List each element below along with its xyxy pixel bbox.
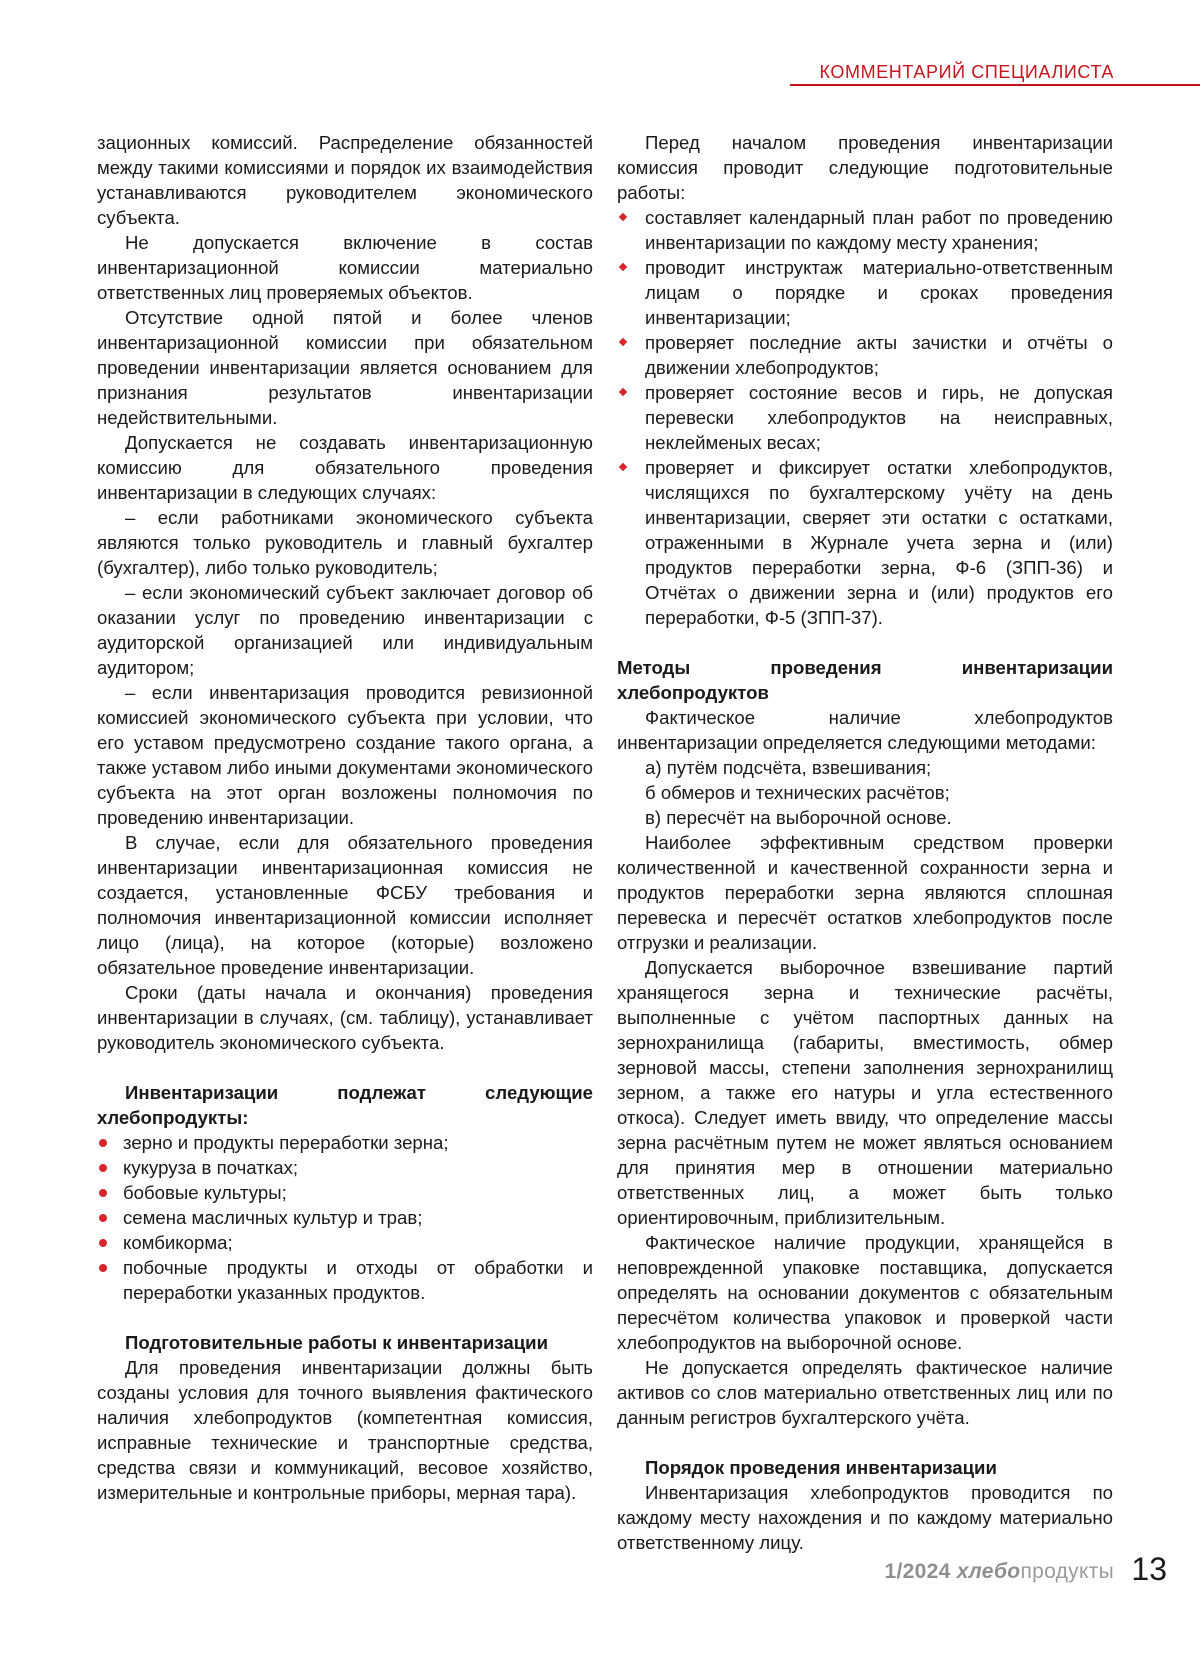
- issue-number: 1/2024: [884, 1560, 951, 1583]
- paragraph: Сроки (даты начала и окончания) проведения инвентаризации в случаях, (см. таблицу), устанавливает руководитель экономического субъекта.: [97, 982, 593, 1053]
- list-item: зерно и продукты переработки зерна;: [97, 1130, 593, 1155]
- paragraph: Фактическое наличие хлебопродуктов инвентаризации определяется следующими методами:: [617, 707, 1113, 753]
- section-heading: Инвентаризации подлежат следующие хлебопродукты:: [97, 1082, 593, 1128]
- list-item: бобовые культуры;: [97, 1180, 593, 1205]
- paragraph: – если инвентаризация проводится ревизионной комиссией экономического субъекта при условии, что его уставом предусмотрено создание такого органа, а также уставом либо иными документами экономического субъекта на этот орган возложены полномочия по проведению инвентаризации.: [97, 682, 593, 828]
- paragraph: Фактическое наличие продукции, хранящейся в неповрежденной упаковке поставщика, допускается определять на основании документов с обязательным пересчётом количества упаковок и проверкой части хлебопродуктов на выборочной основе.: [617, 1232, 1113, 1353]
- method-item: б обмеров и технических расчётов;: [645, 782, 950, 803]
- paragraph: Отсутствие одной пятой и более членов инвентаризационной комиссии при обязательном проведении инвентаризации является основанием для признания результатов инвентаризации недействительными.: [97, 307, 593, 428]
- paragraph: Инвентаризация хлебопродуктов проводится по каждому месту нахождения и по каждому материально ответственному лицу.: [617, 1482, 1113, 1553]
- right-column: [617, 130, 1113, 1555]
- list-item: кукуруза в початках;: [97, 1155, 593, 1180]
- section-heading: Порядок проведения инвентаризации: [645, 1457, 997, 1478]
- paragraph: В случае, если для обязательного проведения инвентаризации инвентаризационная комиссия не создается, установленные ФСБУ требования и полномочия инвентаризационной комиссии исполняет лицо (лица), на которое (которые) возложено обязательное проведение инвентаризации.: [97, 832, 593, 978]
- magazine-name-light: продукты: [1020, 1560, 1114, 1583]
- paragraph: – если работниками экономического субъекта являются только руководитель и главный бухгалтер (бухгалтер), либо только руководитель;: [97, 507, 593, 578]
- paragraph: зационных комиссий. Распределение обязанностей между такими комиссиями и порядок их взаимодействия устанавливаются руководителем экономического субъекта.: [97, 132, 593, 228]
- list-item: проверяет и фиксирует остатки хлебопродуктов, числящихся по бухгалтерскому учёту на день инвентаризации, сверяет эти остатки с остатками, отраженными в Журнале учета зерна и (или) продуктов переработки зерна, Ф-6 (ЗПП-36) и Отчётах о движении зерна и (или) продуктов его переработки, Ф-5 (ЗПП-37).: [617, 455, 1113, 630]
- list-item: побочные продукты и отходы от обработки и переработки указанных продуктов.: [97, 1255, 593, 1305]
- paragraph: Наиболее эффективным средством проверки количественной и качественной сохранности зерна и продуктов переработки зерна являются сплошная перевеска и пересчёт остатков хлебопродуктов после отгрузки и реализации.: [617, 832, 1113, 953]
- section-label: КОММЕНТАРИЙ СПЕЦИАЛИСТА: [819, 62, 1114, 82]
- paragraph: Для проведения инвентаризации должны быть созданы условия для точного выявления фактического наличия хлебопродуктов (компетентная комиссия, исправные технические и транспортные средства, средства связи и коммуникаций, весовое хозяйство, измерительные и контрольные приборы, мерная тара).: [97, 1357, 593, 1503]
- list-item: составляет календарный план работ по проведению инвентаризации по каждому месту хранения;: [617, 205, 1113, 255]
- preparation-list: [617, 205, 1113, 630]
- section-heading: Методы проведения инвентаризации хлебопродуктов: [617, 657, 1113, 703]
- left-column: [97, 130, 593, 1505]
- method-item: а) путём подсчёта, взвешивания;: [645, 757, 932, 778]
- page-number: 13: [1131, 1551, 1167, 1587]
- product-list: [97, 1130, 593, 1305]
- footer-issue: [885, 1560, 1114, 1584]
- paragraph: Не допускается включение в состав инвентаризационной комиссии материально ответственных лиц проверяемых объектов.: [97, 232, 593, 303]
- list-item: семена масличных культур и трав;: [97, 1205, 593, 1230]
- list-item: проводит инструктаж материально-ответственным лицам о порядке и сроках проведения инвентаризации;: [617, 255, 1113, 330]
- paragraph: Допускается не создавать инвентаризационную комиссию для обязательного проведения инвентаризации в следующих случаях:: [97, 432, 593, 503]
- paragraph: Не допускается определять фактическое наличие активов со слов материально ответственных лиц или по данным регистров бухгалтерского учёта.: [617, 1357, 1113, 1428]
- header-rule: [790, 84, 1200, 86]
- section-heading: Подготовительные работы к инвентаризации: [125, 1332, 549, 1353]
- paragraph: – если экономический субъект заключает договор об оказании услуг по проведению инвентаризации с аудиторской организацией или индивидуальным аудитором;: [97, 582, 593, 678]
- method-item: в) пересчёт на выборочной основе.: [645, 807, 952, 828]
- paragraph: Перед началом проведения инвентаризации комиссия проводит следующие подготовительные работы:: [617, 132, 1113, 203]
- list-item: проверяет последние акты зачистки и отчёты о движении хлебопродуктов;: [617, 330, 1113, 380]
- paragraph: Допускается выборочное взвешивание партий хранящегося зерна и технические расчёты, выполненные с учётом паспортных данных на зернохранилища (габариты, вместимость, обмер зерновой массы, степени заполнения зернохранилищ зерном, а также его натуры и угла естественного откоса). Следует иметь ввиду, что определение массы зерна расчётным путем не может являться основанием для принятия мер в отношении материально ответственных лиц, а может быть только ориентировочным, приблизительным.: [617, 957, 1113, 1228]
- magazine-name-bold: хлебо: [956, 1560, 1021, 1583]
- list-item: проверяет состояние весов и гирь, не допуская перевески хлебопродуктов на неисправных, неклейменых весах;: [617, 380, 1113, 455]
- list-item: комбикорма;: [97, 1230, 593, 1255]
